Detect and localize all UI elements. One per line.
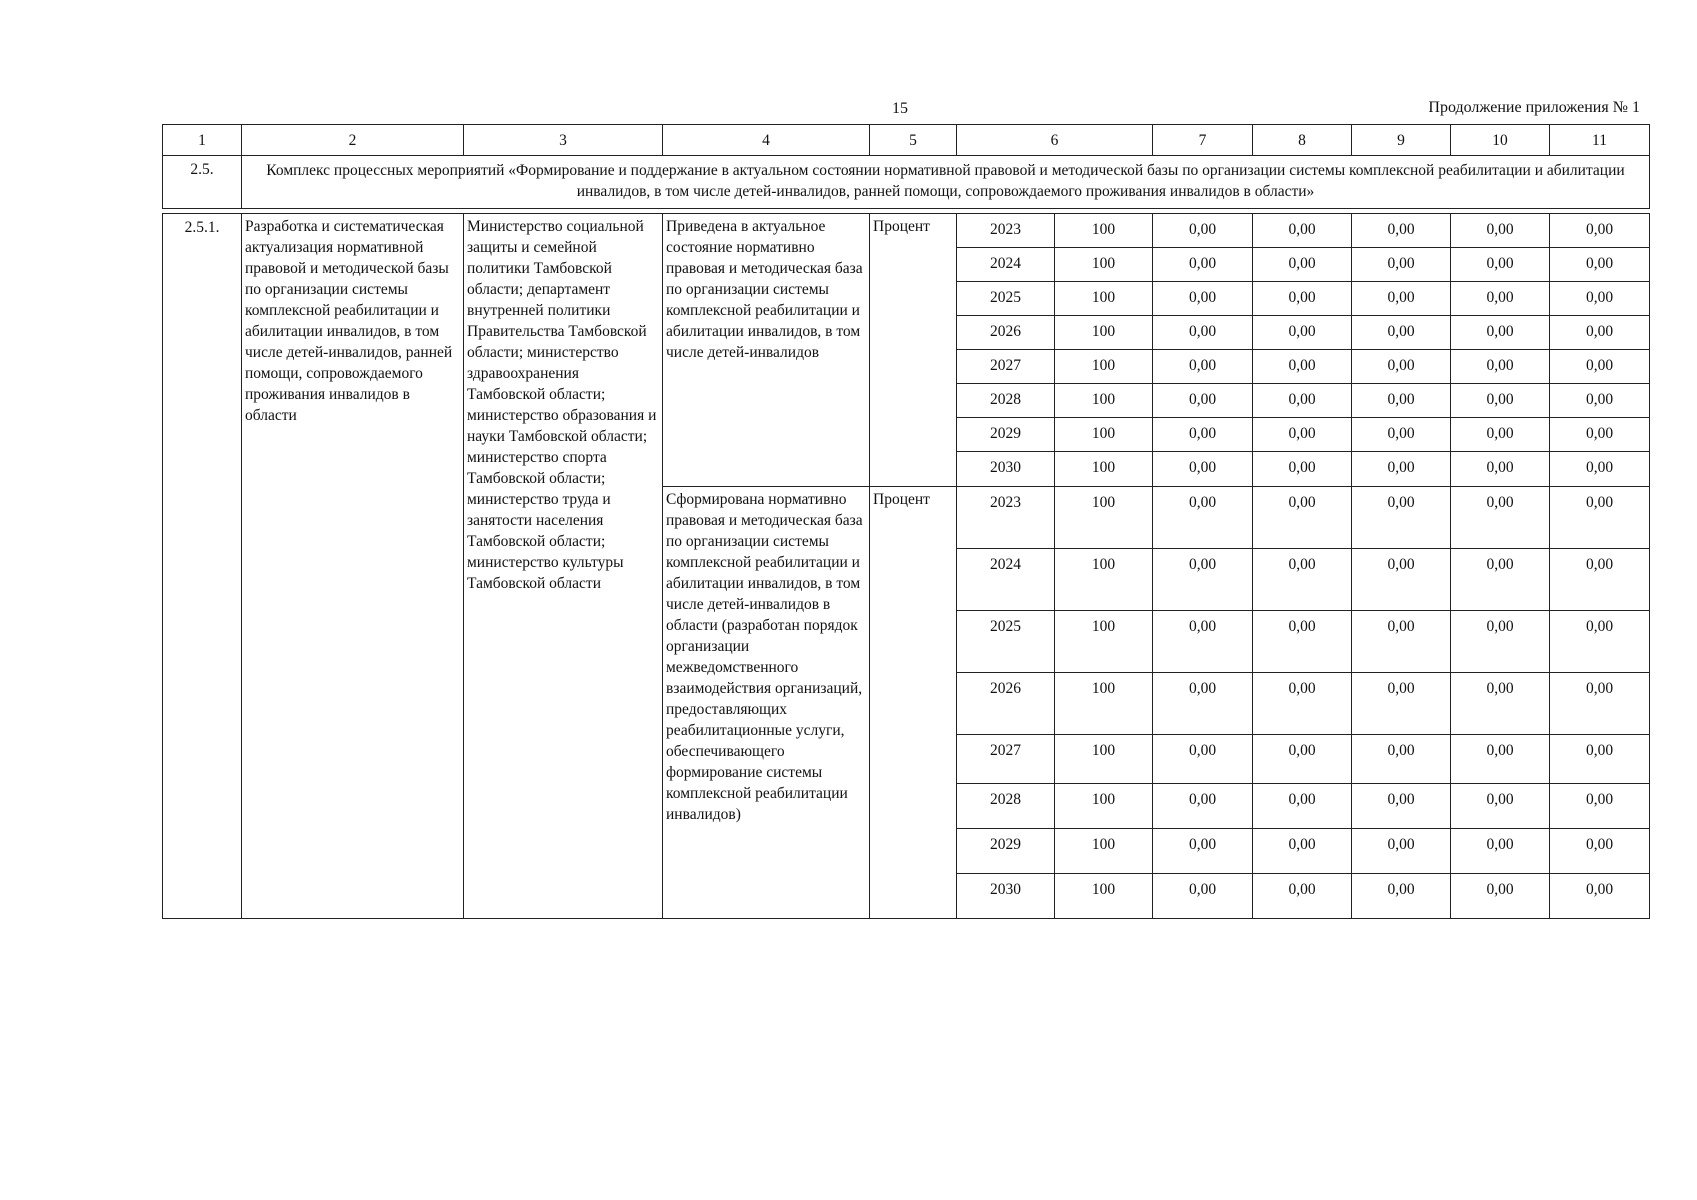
- continuation-label: Продолжение приложения № 1: [1428, 99, 1640, 116]
- value-cell-9: 0,00: [1352, 316, 1451, 350]
- value-cell-9: 0,00: [1352, 735, 1451, 784]
- value-cell-10: 0,00: [1451, 549, 1550, 611]
- value-cell-9: 0,00: [1352, 248, 1451, 282]
- value-cell-6: 100: [1055, 784, 1153, 829]
- value-cell-9: 0,00: [1352, 874, 1451, 919]
- value-cell-7: 0,00: [1153, 214, 1253, 248]
- value-cell-8: 0,00: [1253, 418, 1352, 452]
- value-cell-9: 0,00: [1352, 214, 1451, 248]
- value-cell-6: 100: [1055, 452, 1153, 487]
- value-cell-10: 0,00: [1451, 452, 1550, 487]
- value-cell-7: 0,00: [1153, 673, 1253, 735]
- value-cell-11: 0,00: [1550, 549, 1650, 611]
- value-cell-8: 0,00: [1253, 611, 1352, 673]
- value-cell-8: 0,00: [1253, 452, 1352, 487]
- value-cell-10: 0,00: [1451, 282, 1550, 316]
- value-cell-7: 0,00: [1153, 384, 1253, 418]
- value-cell-9: 0,00: [1352, 282, 1451, 316]
- value-cell-10: 0,00: [1451, 214, 1550, 248]
- year-cell: 2025: [957, 282, 1055, 316]
- year-cell: 2025: [957, 611, 1055, 673]
- value-cell-7: 0,00: [1153, 549, 1253, 611]
- value-cell-7: 0,00: [1153, 874, 1253, 919]
- value-cell-9: 0,00: [1352, 784, 1451, 829]
- item-number: 2.5.1.: [163, 214, 242, 919]
- value-cell-6: 100: [1055, 611, 1153, 673]
- program-table: [162, 124, 1650, 919]
- value-cell-11: 0,00: [1550, 735, 1650, 784]
- page-number: 15: [892, 100, 908, 117]
- column-number: 2: [242, 125, 464, 156]
- value-cell-9: 0,00: [1352, 673, 1451, 735]
- value-cell-8: 0,00: [1253, 874, 1352, 919]
- value-cell-8: 0,00: [1253, 248, 1352, 282]
- year-cell: 2030: [957, 874, 1055, 919]
- column-number: 8: [1253, 125, 1352, 156]
- value-cell-9: 0,00: [1352, 549, 1451, 611]
- column-number: 11: [1550, 125, 1650, 156]
- value-cell-6: 100: [1055, 350, 1153, 384]
- value-cell-11: 0,00: [1550, 673, 1650, 735]
- year-cell: 2026: [957, 316, 1055, 350]
- column-number: 9: [1352, 125, 1451, 156]
- year-cell: 2023: [957, 487, 1055, 549]
- value-cell-10: 0,00: [1451, 829, 1550, 874]
- value-cell-11: 0,00: [1550, 874, 1650, 919]
- value-cell-9: 0,00: [1352, 418, 1451, 452]
- value-cell-10: 0,00: [1451, 874, 1550, 919]
- column-number: 5: [870, 125, 957, 156]
- value-cell-10: 0,00: [1451, 487, 1550, 549]
- value-cell-11: 0,00: [1550, 784, 1650, 829]
- value-cell-8: 0,00: [1253, 384, 1352, 418]
- year-cell: 2029: [957, 829, 1055, 874]
- year-cell: 2023: [957, 214, 1055, 248]
- year-cell: 2027: [957, 350, 1055, 384]
- value-cell-6: 100: [1055, 487, 1153, 549]
- value-cell-7: 0,00: [1153, 282, 1253, 316]
- value-cell-10: 0,00: [1451, 418, 1550, 452]
- value-cell-7: 0,00: [1153, 452, 1253, 487]
- value-cell-8: 0,00: [1253, 735, 1352, 784]
- value-cell-11: 0,00: [1550, 350, 1650, 384]
- value-cell-10: 0,00: [1451, 350, 1550, 384]
- value-cell-10: 0,00: [1451, 384, 1550, 418]
- year-cell: 2030: [957, 452, 1055, 487]
- value-cell-11: 0,00: [1550, 248, 1650, 282]
- value-cell-10: 0,00: [1451, 673, 1550, 735]
- column-number: 4: [663, 125, 870, 156]
- value-cell-6: 100: [1055, 735, 1153, 784]
- year-cell: 2024: [957, 549, 1055, 611]
- column-number: 10: [1451, 125, 1550, 156]
- value-cell-6: 100: [1055, 829, 1153, 874]
- indicator-unit: Процент: [870, 214, 957, 487]
- column-number-row: [163, 125, 1650, 156]
- value-cell-8: 0,00: [1253, 282, 1352, 316]
- value-cell-9: 0,00: [1352, 487, 1451, 549]
- column-number: 1: [163, 125, 242, 156]
- value-cell-7: 0,00: [1153, 784, 1253, 829]
- value-cell-11: 0,00: [1550, 487, 1650, 549]
- year-cell: 2028: [957, 784, 1055, 829]
- value-cell-7: 0,00: [1153, 316, 1253, 350]
- column-number: 6: [957, 125, 1153, 156]
- column-number: 3: [464, 125, 663, 156]
- year-cell: 2029: [957, 418, 1055, 452]
- value-cell-8: 0,00: [1253, 350, 1352, 384]
- value-cell-9: 0,00: [1352, 611, 1451, 673]
- value-cell-7: 0,00: [1153, 418, 1253, 452]
- value-cell-11: 0,00: [1550, 611, 1650, 673]
- value-cell-6: 100: [1055, 384, 1153, 418]
- indicator-text: Приведена в актуальное состояние нормативно правовая и методическая база по организации системы комплексной реабилитации и абилитации инвалидов, в том числе детей-инвалидов: [663, 214, 870, 487]
- section-title: Комплекс процессных мероприятий «Формирование и поддержание в актуальном состоянии нормативной правовой и методической базы по организации системы комплексной реабилитации и абилитации инвалидов, в том числе детей-инвалидов, ранней помощи, сопровождаемого проживания инвалидов в области»: [242, 156, 1650, 209]
- value-cell-7: 0,00: [1153, 248, 1253, 282]
- value-cell-10: 0,00: [1451, 784, 1550, 829]
- value-cell-10: 0,00: [1451, 735, 1550, 784]
- value-cell-11: 0,00: [1550, 316, 1650, 350]
- value-cell-11: 0,00: [1550, 384, 1650, 418]
- value-cell-8: 0,00: [1253, 316, 1352, 350]
- year-cell: 2024: [957, 248, 1055, 282]
- value-cell-6: 100: [1055, 418, 1153, 452]
- value-cell-6: 100: [1055, 214, 1153, 248]
- value-cell-9: 0,00: [1352, 452, 1451, 487]
- value-cell-9: 0,00: [1352, 384, 1451, 418]
- value-cell-11: 0,00: [1550, 452, 1650, 487]
- value-cell-6: 100: [1055, 549, 1153, 611]
- value-cell-6: 100: [1055, 282, 1153, 316]
- value-cell-8: 0,00: [1253, 829, 1352, 874]
- value-cell-7: 0,00: [1153, 350, 1253, 384]
- section-number: 2.5.: [163, 156, 242, 209]
- value-cell-6: 100: [1055, 316, 1153, 350]
- value-cell-6: 100: [1055, 874, 1153, 919]
- year-cell: 2026: [957, 673, 1055, 735]
- indicator-unit: Процент: [870, 487, 957, 919]
- item-name: Разработка и систематическая актуализация нормативной правовой и методической базы по организации системы комплексной реабилитации и абилитации инвалидов, в том числе детей-инвалидов, ранней помощи, сопровождаемого проживания инвалидов в области: [242, 214, 464, 919]
- value-cell-7: 0,00: [1153, 611, 1253, 673]
- value-cell-7: 0,00: [1153, 735, 1253, 784]
- column-number: 7: [1153, 125, 1253, 156]
- year-cell: 2027: [957, 735, 1055, 784]
- value-cell-9: 0,00: [1352, 829, 1451, 874]
- section-row: [163, 156, 1650, 209]
- value-cell-8: 0,00: [1253, 214, 1352, 248]
- value-cell-10: 0,00: [1451, 248, 1550, 282]
- value-cell-8: 0,00: [1253, 487, 1352, 549]
- value-cell-9: 0,00: [1352, 350, 1451, 384]
- value-cell-6: 100: [1055, 673, 1153, 735]
- indicator-text: Сформирована нормативно правовая и методическая база по организации системы комплексной реабилитации и абилитации инвалидов, в том числе детей-инвалидов в области (разработан порядок организации межведомственного взаимодействия организаций, предоставляющих реабилитационные услуги, обеспечивающего формирование системы комплексной реабилитации инвалидов): [663, 487, 870, 919]
- value-cell-10: 0,00: [1451, 316, 1550, 350]
- table-row: [163, 214, 1650, 248]
- value-cell-6: 100: [1055, 248, 1153, 282]
- value-cell-10: 0,00: [1451, 611, 1550, 673]
- value-cell-8: 0,00: [1253, 549, 1352, 611]
- value-cell-8: 0,00: [1253, 673, 1352, 735]
- value-cell-11: 0,00: [1550, 214, 1650, 248]
- value-cell-7: 0,00: [1153, 829, 1253, 874]
- value-cell-8: 0,00: [1253, 784, 1352, 829]
- year-cell: 2028: [957, 384, 1055, 418]
- value-cell-7: 0,00: [1153, 487, 1253, 549]
- item-executors: Министерство социальной защиты и семейной политики Тамбовской области; департамент внутренней политики Правительства Тамбовской области; министерство здравоохранения Тамбовской области; министерство образования и науки Тамбовской области; министерство спорта Тамбовской области; министерство труда и занятости населения Тамбовской области; министерство культуры Тамбовской области: [464, 214, 663, 919]
- value-cell-11: 0,00: [1550, 418, 1650, 452]
- value-cell-11: 0,00: [1550, 829, 1650, 874]
- value-cell-11: 0,00: [1550, 282, 1650, 316]
